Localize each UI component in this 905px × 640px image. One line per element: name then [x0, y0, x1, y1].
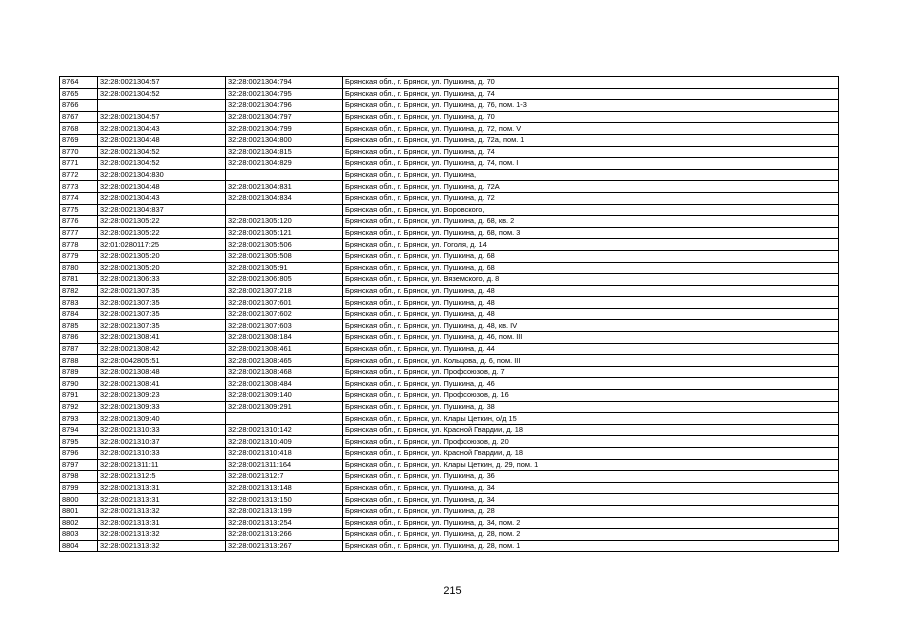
row-number-cell: 8802: [60, 517, 98, 529]
object-number-cell: 32:28:0021304:799: [226, 123, 343, 135]
object-number-cell: 32:28:0021313:199: [226, 505, 343, 517]
land-plot-number-cell: 32:28:0021307:35: [98, 320, 226, 332]
row-number-cell: 8776: [60, 216, 98, 228]
address-cell: Брянская обл., г. Брянск, ул. Вяземского, д. 8: [343, 274, 839, 286]
land-plot-number-cell: 32:28:0021307:35: [98, 308, 226, 320]
row-number-cell: 8799: [60, 482, 98, 494]
object-number-cell: 32:28:0021313:266: [226, 529, 343, 541]
object-number-cell: 32:28:0021307:602: [226, 308, 343, 320]
land-plot-number-cell: 32:28:0042805:51: [98, 355, 226, 367]
row-number-cell: 8795: [60, 436, 98, 448]
land-plot-number-cell: 32:28:0021306:33: [98, 274, 226, 286]
object-number-cell: 32:28:0021308:461: [226, 343, 343, 355]
object-number-cell: 32:28:0021311:164: [226, 459, 343, 471]
object-number-cell: 32:28:0021304:800: [226, 134, 343, 146]
table-row: [60, 494, 839, 506]
table-row: [60, 424, 839, 436]
land-plot-number-cell: 32:28:0021313:32: [98, 529, 226, 541]
address-cell: Брянская обл., г. Брянск, ул. Пушкина, д. 48, кв. IV: [343, 320, 839, 332]
row-number-cell: 8792: [60, 401, 98, 413]
land-plot-number-cell: 32:28:0021305:22: [98, 216, 226, 228]
address-cell: Брянская обл., г. Брянск, ул. Пушкина, д. 74: [343, 146, 839, 158]
row-number-cell: 8794: [60, 424, 98, 436]
address-cell: Брянская обл., г. Брянск, ул. Красной Гвардии, д. 18: [343, 424, 839, 436]
table-row: [60, 343, 839, 355]
address-cell: Брянская обл., г. Брянск, ул. Профсоюзов, д. 16: [343, 390, 839, 402]
land-plot-number-cell: 32:28:0021305:20: [98, 262, 226, 274]
land-plot-number-cell: 32:28:0021304:57: [98, 111, 226, 123]
address-cell: Брянская обл., г. Брянск, ул. Гоголя, д. 14: [343, 239, 839, 251]
object-number-cell: 32:28:0021305:121: [226, 227, 343, 239]
object-number-cell: 32:28:0021313:254: [226, 517, 343, 529]
row-number-cell: 8785: [60, 320, 98, 332]
table-row: [60, 482, 839, 494]
table-row: [60, 355, 839, 367]
table-row: [60, 297, 839, 309]
table-row: [60, 436, 839, 448]
address-cell: Брянская обл., г. Брянск, ул. Пушкина, д. 46: [343, 378, 839, 390]
row-number-cell: 8800: [60, 494, 98, 506]
table-row: [60, 262, 839, 274]
address-cell: Брянская обл., г. Брянск, ул. Пушкина, д. 74: [343, 88, 839, 100]
land-plot-number-cell: 32:28:0021310:33: [98, 424, 226, 436]
table-row: [60, 239, 839, 251]
object-number-cell: 32:28:0021305:508: [226, 250, 343, 262]
table-row: [60, 274, 839, 286]
address-cell: Брянская обл., г. Брянск, ул. Пушкина, д. 68, пом. 3: [343, 227, 839, 239]
land-plot-number-cell: 32:28:0021304:57: [98, 77, 226, 89]
address-cell: Брянская обл., г. Брянск, ул. Пушкина, д. 48: [343, 297, 839, 309]
table-row: [60, 413, 839, 425]
land-plot-number-cell: 32:28:0021307:35: [98, 297, 226, 309]
table-row: [60, 529, 839, 541]
address-cell: Брянская обл., г. Брянск, ул. Пушкина, д. 74, пом. I: [343, 158, 839, 170]
object-number-cell: 32:28:0021304:796: [226, 100, 343, 112]
object-number-cell: 32:28:0021305:506: [226, 239, 343, 251]
row-number-cell: 8782: [60, 285, 98, 297]
row-number-cell: 8797: [60, 459, 98, 471]
object-number-cell: 32:28:0021309:140: [226, 390, 343, 402]
object-number-cell: 32:28:0021309:291: [226, 401, 343, 413]
object-number-cell: [226, 169, 343, 181]
table-row: [60, 123, 839, 135]
table-row: [60, 401, 839, 413]
land-plot-number-cell: 32:28:0021308:41: [98, 332, 226, 344]
registry-table: [59, 76, 839, 552]
table-row: [60, 77, 839, 89]
row-number-cell: 8803: [60, 529, 98, 541]
address-cell: Брянская обл., г. Брянск, ул. Профсоюзов, д. 7: [343, 366, 839, 378]
object-number-cell: 32:28:0021312:7: [226, 471, 343, 483]
address-cell: Брянская обл., г. Брянск, ул. Пушкина, д. 68: [343, 250, 839, 262]
address-cell: Брянская обл., г. Брянск, ул. Клары Цеткин, о/д 15: [343, 413, 839, 425]
row-number-cell: 8765: [60, 88, 98, 100]
address-cell: Брянская обл., г. Брянск, ул. Пушкина, д. 72: [343, 192, 839, 204]
address-cell: Брянская обл., г. Брянск, ул. Пушкина, д. 76, пом. 1-3: [343, 100, 839, 112]
address-cell: Брянская обл., г. Брянск, ул. Пушкина, д. 68, кв. 2: [343, 216, 839, 228]
row-number-cell: 8768: [60, 123, 98, 135]
row-number-cell: 8798: [60, 471, 98, 483]
address-cell: Брянская обл., г. Брянск, ул. Пушкина,: [343, 169, 839, 181]
table-row: [60, 320, 839, 332]
object-number-cell: 32:28:0021310:142: [226, 424, 343, 436]
object-number-cell: 32:28:0021310:409: [226, 436, 343, 448]
land-plot-number-cell: 32:28:0021310:37: [98, 436, 226, 448]
table-row: [60, 390, 839, 402]
land-plot-number-cell: 32:28:0021304:52: [98, 88, 226, 100]
row-number-cell: 8779: [60, 250, 98, 262]
row-number-cell: 8764: [60, 77, 98, 89]
land-plot-number-cell: 32:28:0021304:48: [98, 181, 226, 193]
land-plot-number-cell: 32:28:0021305:22: [98, 227, 226, 239]
object-number-cell: 32:28:0021306:805: [226, 274, 343, 286]
land-plot-number-cell: 32:28:0021304:830: [98, 169, 226, 181]
land-plot-number-cell: 32:28:0021304:837: [98, 204, 226, 216]
row-number-cell: 8769: [60, 134, 98, 146]
land-plot-number-cell: 32:28:0021304:48: [98, 134, 226, 146]
object-number-cell: 32:28:0021304:829: [226, 158, 343, 170]
table-row: [60, 204, 839, 216]
row-number-cell: 8801: [60, 505, 98, 517]
table-row: [60, 505, 839, 517]
land-plot-number-cell: 32:28:0021304:43: [98, 192, 226, 204]
object-number-cell: [226, 413, 343, 425]
address-cell: Брянская обл., г. Брянск, ул. Красной Гвардии, д. 18: [343, 448, 839, 460]
table-row: [60, 100, 839, 112]
row-number-cell: 8788: [60, 355, 98, 367]
land-plot-number-cell: 32:28:0021304:52: [98, 158, 226, 170]
address-cell: Брянская обл., г. Брянск, ул. Пушкина, д. 28, пом. 2: [343, 529, 839, 541]
land-plot-number-cell: 32:28:0021312:5: [98, 471, 226, 483]
address-cell: Брянская обл., г. Брянск, ул. Пушкина, д. 48: [343, 308, 839, 320]
object-number-cell: 32:28:0021310:418: [226, 448, 343, 460]
table-row: [60, 366, 839, 378]
land-plot-number-cell: 32:28:0021305:20: [98, 250, 226, 262]
row-number-cell: 8786: [60, 332, 98, 344]
object-number-cell: 32:28:0021304:797: [226, 111, 343, 123]
land-plot-number-cell: 32:28:0021309:40: [98, 413, 226, 425]
row-number-cell: 8767: [60, 111, 98, 123]
table-row: [60, 332, 839, 344]
table-row: [60, 181, 839, 193]
row-number-cell: 8775: [60, 204, 98, 216]
object-number-cell: 32:28:0021304:815: [226, 146, 343, 158]
object-number-cell: 32:28:0021307:601: [226, 297, 343, 309]
table-row: [60, 517, 839, 529]
object-number-cell: 32:28:0021308:484: [226, 378, 343, 390]
address-cell: Брянская обл., г. Брянск, ул. Пушкина, д. 28: [343, 505, 839, 517]
land-plot-number-cell: 32:28:0021309:33: [98, 401, 226, 413]
land-plot-number-cell: 32:28:0021310:33: [98, 448, 226, 460]
table-row: [60, 285, 839, 297]
table-row: [60, 169, 839, 181]
object-number-cell: [226, 204, 343, 216]
land-plot-number-cell: 32:28:0021311:11: [98, 459, 226, 471]
object-number-cell: 32:28:0021308:465: [226, 355, 343, 367]
address-cell: Брянская обл., г. Брянск, ул. Пушкина, д. 44: [343, 343, 839, 355]
table-row: [60, 111, 839, 123]
address-cell: Брянская обл., г. Брянск, ул. Пушкина, д. 34, пом. 2: [343, 517, 839, 529]
land-plot-number-cell: 32:28:0021313:31: [98, 494, 226, 506]
land-plot-number-cell: 32:28:0021313:31: [98, 517, 226, 529]
table-row: [60, 448, 839, 460]
row-number-cell: 8771: [60, 158, 98, 170]
object-number-cell: 32:28:0021304:831: [226, 181, 343, 193]
row-number-cell: 8791: [60, 390, 98, 402]
object-number-cell: 32:28:0021308:184: [226, 332, 343, 344]
address-cell: Брянская обл., г. Брянск, ул. Пушкина, д. 72, пом. V: [343, 123, 839, 135]
row-number-cell: 8793: [60, 413, 98, 425]
row-number-cell: 8774: [60, 192, 98, 204]
registry-table-body: [60, 77, 839, 552]
address-cell: Брянская обл., г. Брянск, ул. Пушкина, д. 38: [343, 401, 839, 413]
object-number-cell: 32:28:0021308:468: [226, 366, 343, 378]
object-number-cell: 32:28:0021313:148: [226, 482, 343, 494]
row-number-cell: 8772: [60, 169, 98, 181]
table-row: [60, 459, 839, 471]
address-cell: Брянская обл., г. Брянск, ул. Пушкина, д. 48: [343, 285, 839, 297]
table-row: [60, 158, 839, 170]
land-plot-number-cell: [98, 100, 226, 112]
object-number-cell: 32:28:0021304:794: [226, 77, 343, 89]
table-row: [60, 146, 839, 158]
table-row: [60, 227, 839, 239]
object-number-cell: 32:28:0021307:603: [226, 320, 343, 332]
table-row: [60, 471, 839, 483]
land-plot-number-cell: 32:28:0021313:32: [98, 505, 226, 517]
object-number-cell: 32:28:0021305:120: [226, 216, 343, 228]
land-plot-number-cell: 32:28:0021309:23: [98, 390, 226, 402]
object-number-cell: 32:28:0021305:91: [226, 262, 343, 274]
address-cell: Брянская обл., г. Брянск, ул. Пушкина, д. 70: [343, 77, 839, 89]
land-plot-number-cell: 32:28:0021313:32: [98, 540, 226, 552]
object-number-cell: 32:28:0021313:150: [226, 494, 343, 506]
land-plot-number-cell: 32:28:0021313:31: [98, 482, 226, 494]
row-number-cell: 8790: [60, 378, 98, 390]
object-number-cell: 32:28:0021304:834: [226, 192, 343, 204]
object-number-cell: 32:28:0021307:218: [226, 285, 343, 297]
page-number: 215: [443, 585, 462, 597]
table-row: [60, 88, 839, 100]
address-cell: Брянская обл., г. Брянск, ул. Воровского,: [343, 204, 839, 216]
row-number-cell: 8781: [60, 274, 98, 286]
table-row: [60, 378, 839, 390]
row-number-cell: 8789: [60, 366, 98, 378]
land-plot-number-cell: 32:28:0021308:42: [98, 343, 226, 355]
address-cell: Брянская обл., г. Брянск, ул. Пушкина, д. 28, пом. 1: [343, 540, 839, 552]
table-row: [60, 134, 839, 146]
land-plot-number-cell: 32:01:0280117:25: [98, 239, 226, 251]
table-row: [60, 308, 839, 320]
address-cell: Брянская обл., г. Брянск, ул. Пушкина, д. 34: [343, 482, 839, 494]
row-number-cell: 8770: [60, 146, 98, 158]
land-plot-number-cell: 32:28:0021308:41: [98, 378, 226, 390]
row-number-cell: 8796: [60, 448, 98, 460]
land-plot-number-cell: 32:28:0021304:43: [98, 123, 226, 135]
address-cell: Брянская обл., г. Брянск, ул. Клары Цеткин, д. 29, пом. 1: [343, 459, 839, 471]
address-cell: Брянская обл., г. Брянск, ул. Пушкина, д. 36: [343, 471, 839, 483]
land-plot-number-cell: 32:28:0021307:35: [98, 285, 226, 297]
address-cell: Брянская обл., г. Брянск, ул. Пушкина, д. 72а, пом. 1: [343, 134, 839, 146]
row-number-cell: 8787: [60, 343, 98, 355]
row-number-cell: 8778: [60, 239, 98, 251]
row-number-cell: 8777: [60, 227, 98, 239]
land-plot-number-cell: 32:28:0021304:52: [98, 146, 226, 158]
address-cell: Брянская обл., г. Брянск, ул. Кольцова, д. 6, пом. III: [343, 355, 839, 367]
address-cell: Брянская обл., г. Брянск, ул. Пушкина, д. 70: [343, 111, 839, 123]
table-row: [60, 250, 839, 262]
table-row: [60, 540, 839, 552]
object-number-cell: 32:28:0021313:267: [226, 540, 343, 552]
table-row: [60, 216, 839, 228]
object-number-cell: 32:28:0021304:795: [226, 88, 343, 100]
address-cell: Брянская обл., г. Брянск, ул. Пушкина, д. 72А: [343, 181, 839, 193]
row-number-cell: 8780: [60, 262, 98, 274]
row-number-cell: 8766: [60, 100, 98, 112]
address-cell: Брянская обл., г. Брянск, ул. Пушкина, д. 68: [343, 262, 839, 274]
table-row: [60, 192, 839, 204]
land-plot-number-cell: 32:28:0021308:48: [98, 366, 226, 378]
address-cell: Брянская обл., г. Брянск, ул. Пушкина, д. 34: [343, 494, 839, 506]
address-cell: Брянская обл., г. Брянск, ул. Пушкина, д. 46, пом. III: [343, 332, 839, 344]
row-number-cell: 8773: [60, 181, 98, 193]
row-number-cell: 8784: [60, 308, 98, 320]
address-cell: Брянская обл., г. Брянск, ул. Профсоюзов, д. 20: [343, 436, 839, 448]
row-number-cell: 8783: [60, 297, 98, 309]
row-number-cell: 8804: [60, 540, 98, 552]
